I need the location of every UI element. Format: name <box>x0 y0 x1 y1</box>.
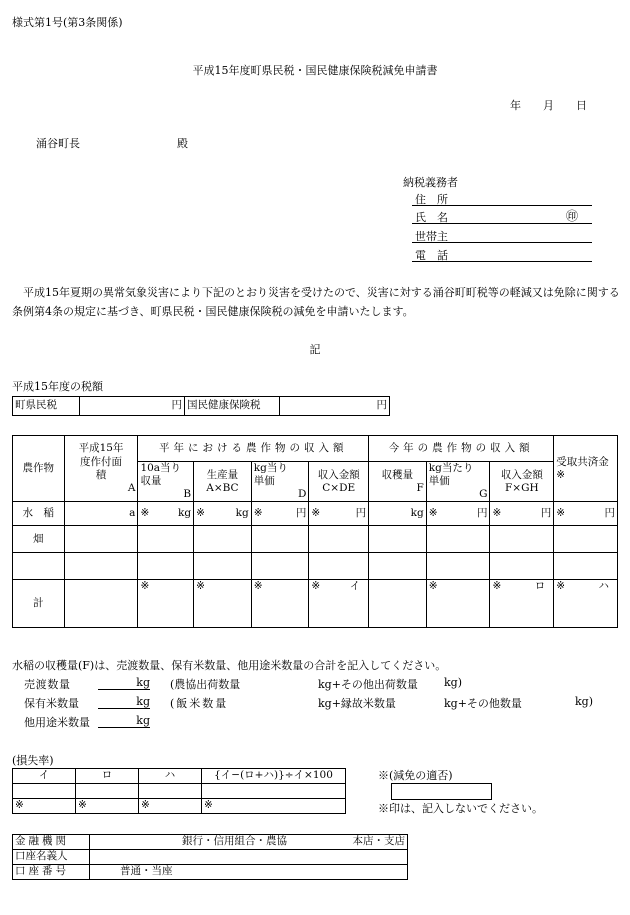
symbol-i: イ <box>349 580 361 593</box>
header-aid-mark: ※ <box>556 468 566 481</box>
account-types: 普通・当座 <box>120 865 173 878</box>
blank-cell[interactable] <box>138 553 194 580</box>
loss-cell[interactable] <box>139 784 202 799</box>
field-cell[interactable] <box>251 526 309 553</box>
unit: 円 <box>295 507 307 520</box>
mark: ※ <box>253 507 263 520</box>
unit: 円 <box>355 507 367 520</box>
field-cell[interactable] <box>490 526 554 553</box>
table-row <box>13 526 618 553</box>
total-kg-price-2[interactable] <box>426 580 490 628</box>
loss-table <box>12 768 346 814</box>
rice-yield-10a[interactable] <box>138 502 194 526</box>
header-normal-income: 平年における農作物の収入額 <box>138 436 369 462</box>
resident-tax-amount[interactable]: 円 <box>80 397 185 416</box>
header-kg-price-2 <box>426 462 490 502</box>
loss-mark-rate: ※ <box>202 799 346 814</box>
unit: kg <box>98 676 150 690</box>
rice-area[interactable]: a <box>64 502 138 526</box>
field-cell[interactable] <box>554 526 618 553</box>
account-number-field[interactable] <box>90 865 408 880</box>
row-total-label: 計 <box>13 580 65 628</box>
unit: 円 <box>540 507 552 520</box>
application-statement: 平成15年夏期の異常気象災害により下記のとおり災害を受けたので、災害に対する涌谷町町税等の軽減又は免除に関する条例第4条の規定に基づき、町県民税・国民健康保険税の減免を申請いたします。 <box>12 286 620 318</box>
address-field[interactable] <box>412 205 592 206</box>
total-income-2[interactable] <box>490 580 554 628</box>
loss-heading: (損失率) <box>12 754 54 767</box>
name-label: 氏 名 <box>415 211 448 224</box>
nhi-tax-amount[interactable]: 円 <box>280 397 390 416</box>
addressee-honorific: 殿 <box>177 137 188 150</box>
rice-production[interactable] <box>194 502 252 526</box>
total-aid[interactable] <box>554 580 618 628</box>
total-harvest[interactable] <box>369 580 427 628</box>
mark: ※ <box>428 580 438 593</box>
bank-table <box>12 834 408 880</box>
total-kg-price[interactable] <box>251 580 309 628</box>
mark: ※ <box>311 580 321 593</box>
mark: ※ <box>492 507 502 520</box>
seal-mark: ㊞ <box>566 209 579 223</box>
institution-label: 金融機関 <box>13 835 90 850</box>
form-number: 様式第1号(第3条関係) <box>12 16 123 29</box>
rice-kg-price-2[interactable] <box>426 502 490 526</box>
header-planted-area <box>64 436 138 502</box>
tax-table <box>12 396 390 416</box>
institution-field[interactable] <box>90 835 408 850</box>
mark: ※ <box>253 580 263 593</box>
field-cell[interactable] <box>309 526 369 553</box>
total-income[interactable] <box>309 580 369 628</box>
field-cell[interactable] <box>194 526 252 553</box>
total-yield[interactable] <box>138 580 194 628</box>
household-label: 世帯主 <box>415 230 448 243</box>
mark: ※ <box>140 507 150 520</box>
yield-10a-symbol: B <box>183 488 192 501</box>
loss-col-ha: ハ <box>139 769 202 784</box>
unit: kg <box>177 507 192 520</box>
ki-heading: 記 <box>309 343 321 356</box>
production-symbol: A×BC <box>206 481 239 494</box>
blank-cell[interactable] <box>554 553 618 580</box>
rice-income[interactable] <box>309 502 369 526</box>
loss-cell[interactable] <box>76 784 139 799</box>
blank-cell[interactable] <box>369 553 427 580</box>
production-label: 生産量 <box>206 468 239 481</box>
loss-col-i: イ <box>13 769 76 784</box>
kept-label: 保有米数量 <box>24 697 79 710</box>
income-label: 収入金額 <box>317 468 360 481</box>
blank-cell[interactable] <box>426 553 490 580</box>
household-field[interactable] <box>412 242 592 243</box>
symbol-ha: ハ <box>598 580 609 593</box>
mark: ※ <box>556 507 566 520</box>
income-symbol: C×DE <box>322 481 356 494</box>
field-cell[interactable] <box>138 526 194 553</box>
mark: ※ <box>196 580 205 593</box>
phone-field[interactable] <box>412 261 592 262</box>
name-field[interactable] <box>412 223 592 224</box>
harvest-label: 収穫量 <box>381 468 414 481</box>
loss-mark-ro: ※ <box>76 799 139 814</box>
kept-quantity-field[interactable] <box>98 695 150 709</box>
sold-detail-2: kg+その他出荷数量 <box>318 678 418 691</box>
sold-label: 売渡数量 <box>24 678 70 691</box>
blank-row-label[interactable] <box>13 553 65 580</box>
date-line: 年 月 日 <box>510 99 587 112</box>
tax-heading: 平成15年度の税額 <box>12 380 103 393</box>
unit: kg <box>98 695 150 709</box>
mark: ※ <box>492 580 502 593</box>
header-aid <box>554 436 618 502</box>
exemption-box[interactable] <box>391 783 492 800</box>
unit: kg <box>235 507 249 520</box>
field-area[interactable] <box>64 526 138 553</box>
kg-price-symbol: D <box>297 488 307 501</box>
header-production <box>194 462 252 502</box>
kept-detail-1: (飯米数量 <box>170 697 229 710</box>
loss-cell[interactable] <box>13 784 76 799</box>
header-area-symbol: A <box>127 481 136 494</box>
sold-detail-3: kg) <box>444 676 462 689</box>
total-production[interactable] <box>194 580 252 628</box>
addressee: 涌谷町長 <box>36 137 80 150</box>
nhi-tax-label: 国民健康保険税 <box>185 397 280 416</box>
blank-cell[interactable] <box>64 553 138 580</box>
unit: 円 <box>476 507 488 520</box>
row-rice-label: 水 稲 <box>13 502 65 526</box>
header-harvest <box>369 462 427 502</box>
account-number-label: 口座番号 <box>13 865 90 880</box>
holder-field[interactable] <box>90 850 408 865</box>
header-yield-10a <box>138 462 194 502</box>
sold-detail-1: (農協出荷数量 <box>170 678 241 691</box>
kept-detail-3: kg+その他数量 <box>444 697 522 710</box>
kg-price-2-label: kg当たり単価 <box>428 462 474 488</box>
rice-kg-price[interactable] <box>251 502 309 526</box>
harvest-note: 水稲の収穫量(F)は、売渡数量、保有米数量、他用途米数量の合計を記入してください。 <box>12 659 447 672</box>
phone-label: 電 話 <box>415 249 448 262</box>
crop-income-table <box>12 435 618 628</box>
branch-types: 本店・支店 <box>352 835 405 848</box>
kept-detail-2: kg+縁故米数量 <box>318 697 396 710</box>
other-label: 他用途米数量 <box>24 716 90 729</box>
unit: 円 <box>604 507 615 520</box>
loss-formula: {イ−(ロ+ハ)}÷イ×100 <box>202 769 346 784</box>
sold-quantity-field[interactable] <box>98 676 150 690</box>
mark: ※ <box>428 507 438 520</box>
total-area[interactable] <box>64 580 138 628</box>
header-income <box>309 462 369 502</box>
blank-cell[interactable] <box>490 553 554 580</box>
yield-10a-label: 10a当り収量 <box>140 462 182 488</box>
blank-cell[interactable] <box>309 553 369 580</box>
income-2-label: 収入金額 <box>500 468 543 481</box>
header-aid-label: 受取共済金 <box>556 455 609 468</box>
loss-mark-i: ※ <box>13 799 76 814</box>
loss-cell[interactable] <box>202 784 346 799</box>
applicant-heading: 納税義務者 <box>403 176 458 189</box>
mark: ※ <box>140 580 150 593</box>
mark: ※ <box>196 507 205 520</box>
exemption-label: ※(減免の適否) <box>378 769 453 782</box>
symbol-ro: ロ <box>534 580 546 593</box>
unit: kg <box>98 714 150 728</box>
field-cell[interactable] <box>426 526 490 553</box>
mark: ※ <box>556 580 566 593</box>
kg-price-label: kg当り単価 <box>253 462 288 488</box>
holder-label: 口座名義人 <box>13 850 90 865</box>
rice-income-2[interactable] <box>490 502 554 526</box>
header-crop: 農作物 <box>13 436 65 502</box>
blank-cell[interactable] <box>194 553 252 580</box>
rice-harvest[interactable]: kg <box>369 502 427 526</box>
table-row <box>13 502 618 526</box>
header-kg-price <box>251 462 309 502</box>
rice-aid[interactable] <box>554 502 618 526</box>
exemption-note: ※印は、記入しないでください。 <box>378 802 543 815</box>
income-2-symbol: F×GH <box>505 481 539 494</box>
row-field-label: 畑 <box>13 526 65 553</box>
kg-price-2-symbol: G <box>479 488 488 501</box>
loss-col-ro: ロ <box>76 769 139 784</box>
page-title: 平成15年度町県民税・国民健康保険税減免申請書 <box>192 64 438 77</box>
kept-detail-4: kg) <box>575 695 593 708</box>
blank-cell[interactable] <box>251 553 309 580</box>
address-label: 住 所 <box>415 193 448 206</box>
header-income-2 <box>490 462 554 502</box>
mark: ※ <box>311 507 321 520</box>
table-row <box>13 553 618 580</box>
field-cell[interactable] <box>369 526 427 553</box>
institution-types: 銀行・信用組合・農協 <box>182 835 287 848</box>
table-row <box>13 580 618 628</box>
other-quantity-field[interactable] <box>98 714 150 728</box>
resident-tax-label: 町県民税 <box>13 397 80 416</box>
header-this-year-income: 今年の農作物の収入額 <box>369 436 554 462</box>
loss-mark-ha: ※ <box>139 799 202 814</box>
header-area-label: 平成15年度作付面積 <box>78 442 124 481</box>
harvest-symbol: F <box>416 481 424 494</box>
